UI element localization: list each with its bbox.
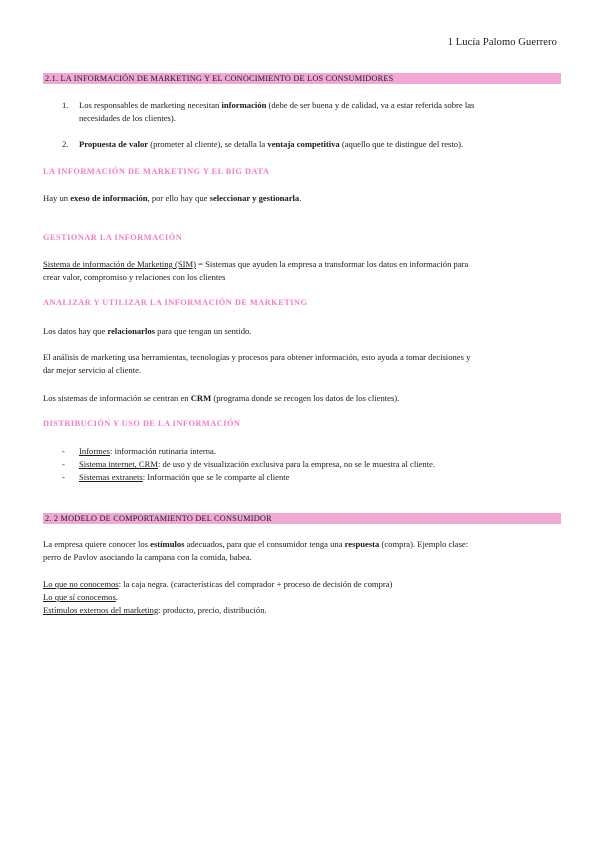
bullet-dash: - [62,459,65,469]
bullet-dash: - [62,472,65,482]
bullet-informes: Informes: información rutinaria interna. [79,446,216,456]
paragraph-crm: Los sistemas de información se centran en CRM (programa donde se recogen los datos de los clientes). [43,393,400,403]
line-no-conocemos: Lo que no conocemos: la caja negra. (características del comprador + proceso de decisión de compra) [43,579,393,589]
list-item-2: Propuesta de valor (prometer al cliente), se detalla la ventaja competitiva (aquello que te distingue del resto). [79,139,464,149]
paragraph-datos: Los datos hay que relacionarlos para que tengan un sentido. [43,326,252,336]
list-number: 2. [62,139,69,149]
paragraph-sim: Sistema de información de Marketing (SIM) = Sistemas que ayuden la empresa a transformar los datos en información para crear valor, compromiso y relaciones con los clientes [43,259,469,282]
line-si-conocemos: Lo que sí conocemos. [43,592,118,602]
bullet-dash: - [62,446,65,456]
bullet-sistema-internet: Sistema internet, CRM: de uso y de visualización exclusiva para la empresa, no se le muestra al cliente. [79,459,436,469]
section-title-2-1: 2.1. LA INFORMACIÓN DE MARKETING Y EL CONOCIMIENTO DE LOS CONSUMIDORES [43,73,561,84]
line-estimulos-externos: Estímulos externos del marketing: producto, precio, distribución. [43,605,267,615]
section-title-2-2: 2. 2 MODELO DE COMPORTAMIENTO DEL CONSUMIDOR [43,513,561,524]
bullet-extranets: Sistemas extranets: Información que se le comparte al cliente [79,472,290,482]
heading-big-data: LA INFORMACIÓN DE MARKETING Y EL BIG DATA [43,167,270,176]
list-item-1: Los responsables de marketing necesitan información (debe de ser buena y de calidad, va a estar referida sobre las necesidades de los clientes). [79,100,475,123]
paragraph-analisis: El análisis de marketing usa herramientas, tecnologías y procesos para obtener información, esto ayuda a tomar decisiones y dar mejor servicio al cliente. [43,352,471,375]
author-header: 1 Lucía Palomo Guerrero [447,37,557,48]
heading-distribucion: DISTRIBUCIÓN Y USO DE LA INFORMACIÓN [43,419,241,428]
heading-analizar: ANALIZAR Y UTILIZAR LA INFORMACIÓN DE MARKETING [43,298,308,307]
heading-gestionar: GESTIONAR LA INFORMACIÓN [43,233,183,242]
paragraph-estimulos: La empresa quiere conocer los estímulos adecuados, para que el consumidor tenga una respuesta (compra). Ejemplo clase: perro de Pavlov asociando la campana con la comida, babea. [43,539,469,562]
list-number: 1. [62,100,69,110]
paragraph-big-data: Hay un exeso de información, por ello hay que seleccionar y gestionarla. [43,193,302,203]
